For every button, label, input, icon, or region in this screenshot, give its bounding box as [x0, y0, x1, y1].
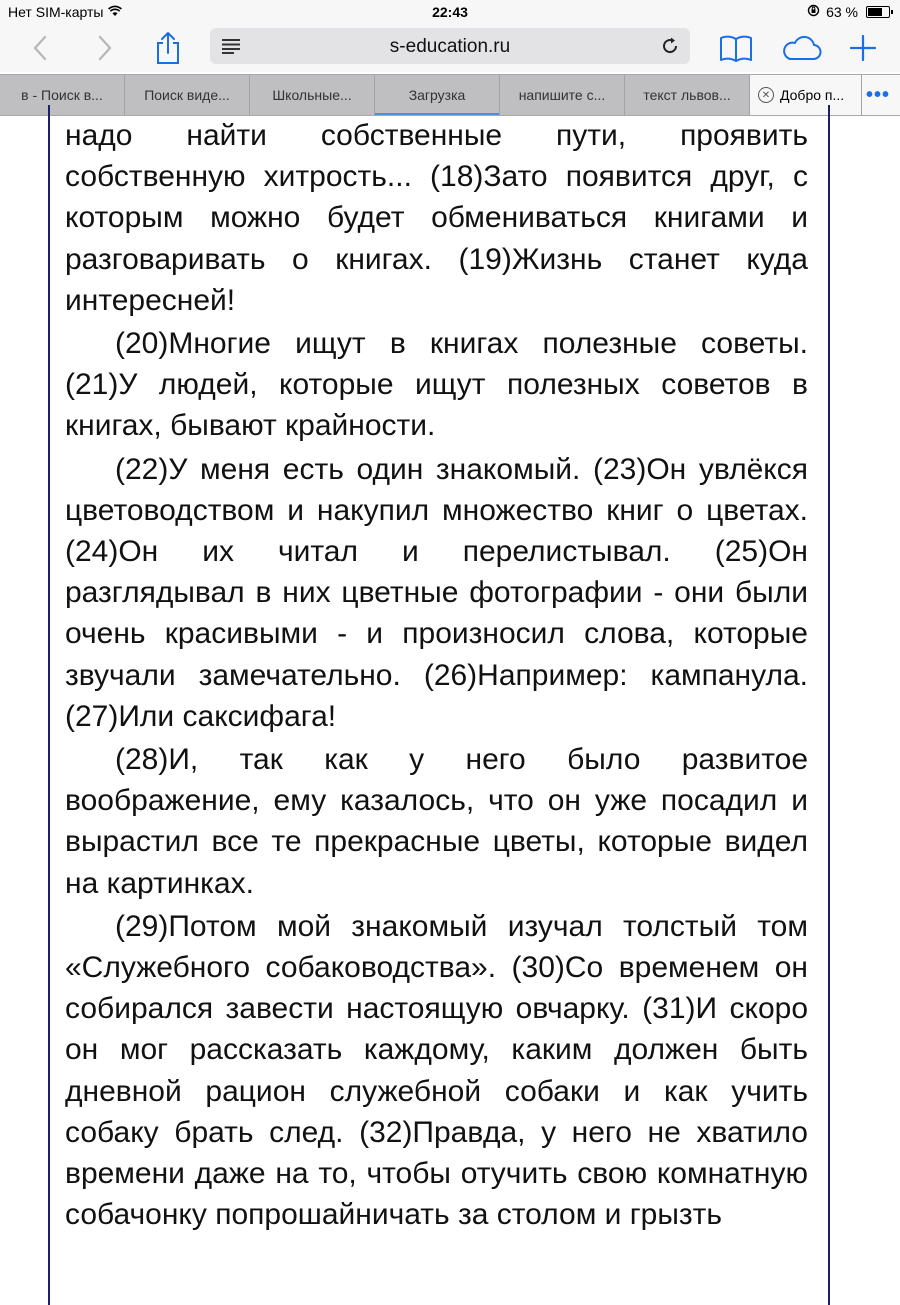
orientation-lock-icon [807, 4, 820, 20]
paragraph: (28)И, так как у него было развитое воображение, ему казалось, что он уже посадил и вырастил все те прекрасные цветы, которые видел на картинках. [65, 743, 808, 900]
tab-label: текст львов... [643, 87, 731, 103]
add-tab-icon[interactable] [843, 28, 883, 68]
forward-icon[interactable] [85, 28, 125, 68]
paragraph: (20)Многие ищут в книгах полезные советы. (21)У людей, которые ищут полезных советов в книгах, бывают крайности. [65, 327, 808, 443]
article-text [65, 115, 808, 1237]
tab-label: Школьные... [272, 87, 352, 103]
icloud-tabs-icon[interactable] [781, 28, 821, 68]
tab-label: напишите с... [518, 87, 606, 103]
status-right [807, 4, 890, 20]
clock: 22:43 [432, 4, 468, 20]
bookmarks-icon[interactable] [716, 28, 756, 68]
paragraph: (29)Потом мой знакомый изучал толстый том «Служебного собаководства». (30)Со временем он собирался завести настоящую овчарку. (31)И скоро он мог рассказать каждому, каким должен быть дневной рацион служебной собаки и как учить собаку брать след. (32)Правда, у него не хватило времени даже на то, чтобы отучить свою комнатную собачонку попрошайничать за столом и грызть [65, 909, 808, 1232]
reload-icon[interactable] [660, 36, 680, 61]
status-bar [0, 0, 900, 24]
paragraph: (22)У меня есть один знакомый. (23)Он увлёкся цветоводством и накупил множество книг о цветах. (24)Он их читал и перелистывал. (25)Он разглядывал в них цветные фотографии - они были очень красивыми - и произносил слова, которые звучали замечательно. (26)Например: кампанула. (27)Или саксифага! [65, 452, 808, 733]
more-tabs-icon[interactable]: ••• [862, 75, 900, 115]
tab-label: Поиск виде... [144, 87, 230, 103]
address-bar[interactable] [210, 28, 690, 64]
back-icon[interactable] [20, 28, 60, 68]
share-icon[interactable] [148, 28, 188, 68]
browser-toolbar [0, 24, 900, 72]
tab-label: Загрузка [408, 87, 466, 103]
battery-icon [866, 6, 890, 18]
web-content[interactable] [0, 115, 900, 1232]
url-text: s-education.ru [389, 36, 511, 57]
battery-level [868, 8, 882, 16]
paragraph: надо найти собственные пути, проявить собственную хитрость... (18)Зато появится друг, с которым можно будет обмениваться книгами и разговаривать о книгах. (19)Жизнь станет куда интересней! [65, 119, 808, 317]
tab-label: в - Поиск в... [21, 87, 103, 103]
battery-percent: 63 % [826, 4, 858, 20]
tab-label: Добро п... [780, 87, 845, 103]
close-tab-icon[interactable]: ✕ [758, 87, 774, 103]
carrier-label: Нет SIM-карты [8, 4, 104, 20]
